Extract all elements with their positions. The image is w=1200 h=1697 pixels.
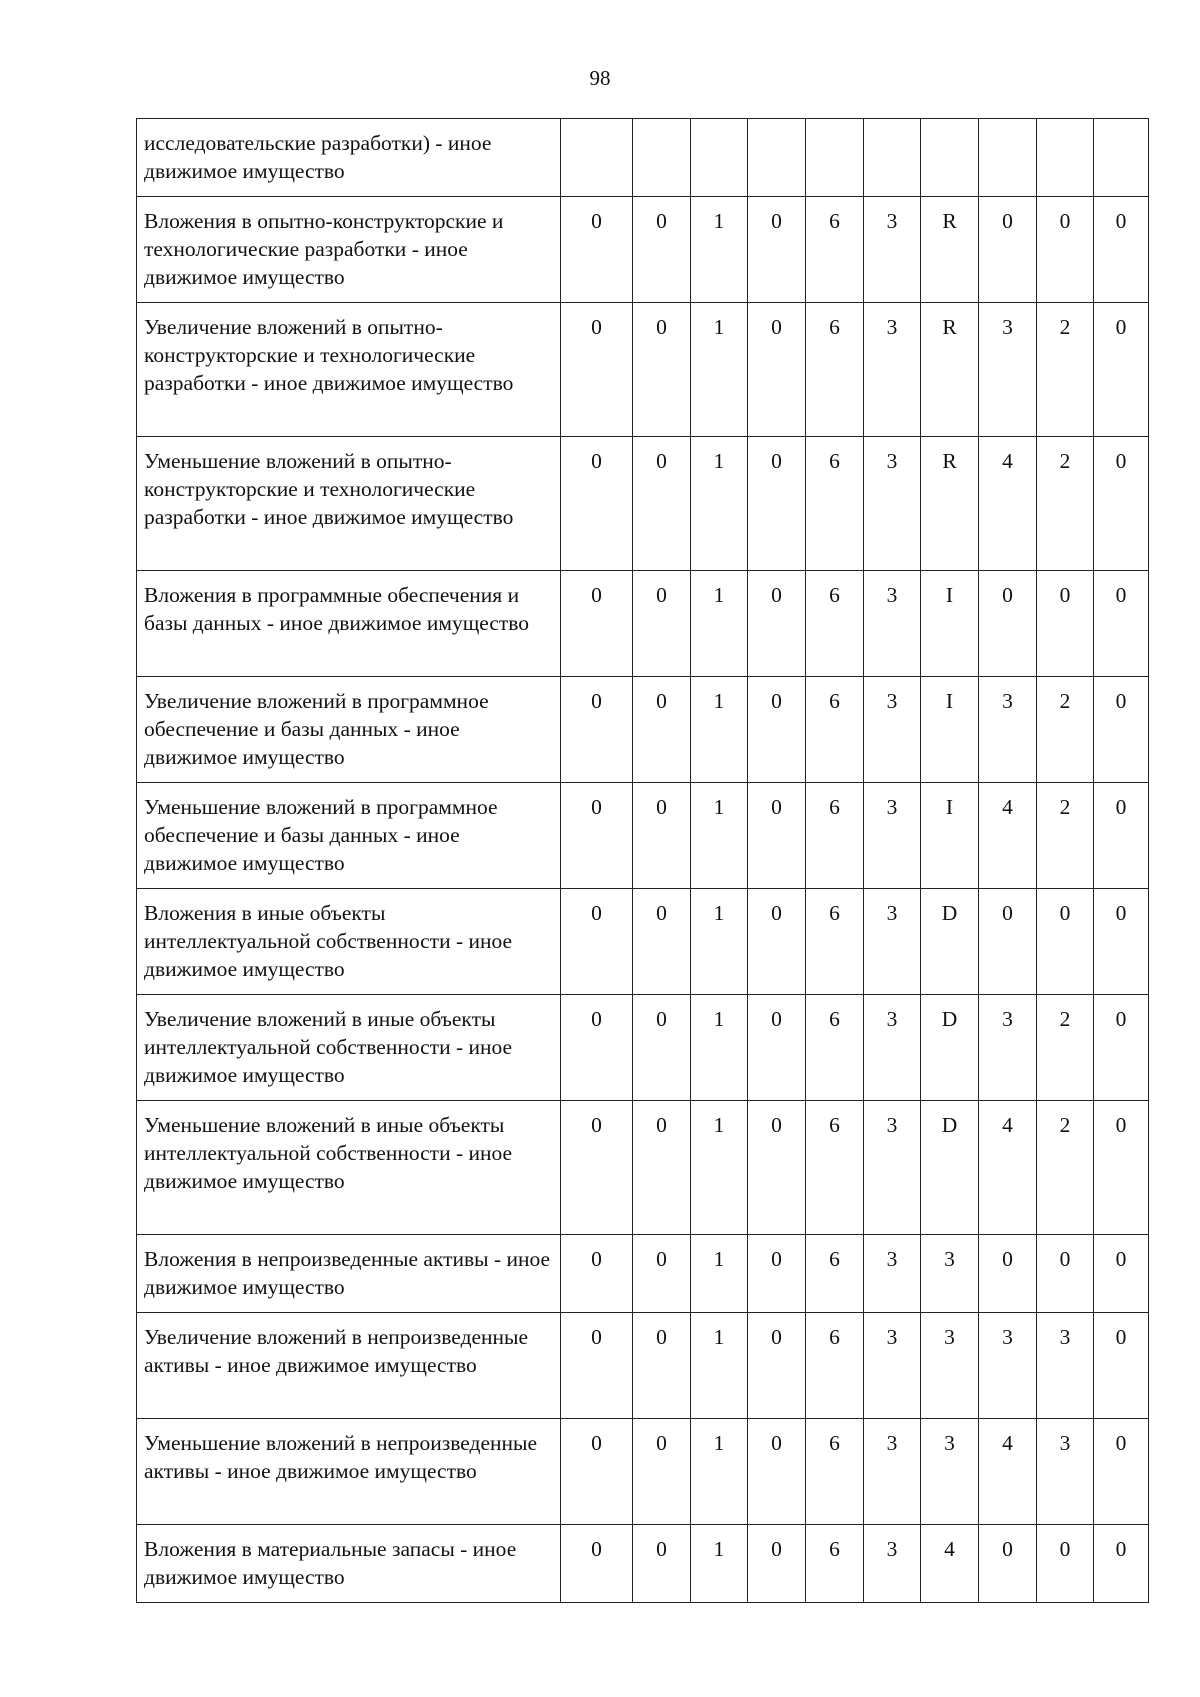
table-row: [137, 303, 1149, 437]
code-digit-cell: 0: [1094, 1101, 1149, 1235]
code-digit-cell: 0: [748, 1235, 806, 1313]
code-digit-cell: 0: [633, 197, 691, 303]
code-digit-cell: 0: [1037, 889, 1094, 995]
code-digit-cell: 3: [921, 1419, 979, 1525]
code-digit-cell: D: [921, 1101, 979, 1235]
code-digit-cell: 3: [979, 995, 1037, 1101]
code-digit-cell: 0: [561, 1235, 633, 1313]
code-digit-cell: 3: [1037, 1419, 1094, 1525]
table-row: [137, 1101, 1149, 1235]
row-description: Вложения в иные объекты интеллектуальной собственности - иное движимое имущество: [137, 889, 561, 995]
code-digit-cell: 1: [691, 677, 748, 783]
code-digit-cell: 6: [806, 783, 864, 889]
code-digit-cell: 6: [806, 1101, 864, 1235]
code-digit-cell: I: [921, 783, 979, 889]
code-digit-cell: R: [921, 303, 979, 437]
code-digit-cell: 3: [864, 677, 921, 783]
code-digit-cell: 2: [1037, 677, 1094, 783]
code-digit-cell: 0: [561, 437, 633, 571]
code-digit-cell: R: [921, 197, 979, 303]
code-digit-cell: 0: [748, 1419, 806, 1525]
code-digit-cell: 4: [979, 1101, 1037, 1235]
code-digit-cell: 0: [633, 437, 691, 571]
code-digit-cell: 0: [561, 1525, 633, 1603]
code-digit-cell: 3: [864, 303, 921, 437]
code-digit-cell: 2: [1037, 437, 1094, 571]
code-digit-cell: [979, 119, 1037, 197]
code-digit-cell: 2: [1037, 303, 1094, 437]
code-digit-cell: 0: [1037, 1235, 1094, 1313]
code-digit-cell: 0: [1094, 437, 1149, 571]
table-row: [137, 783, 1149, 889]
code-digit-cell: 3: [864, 889, 921, 995]
code-digit-cell: 0: [1037, 197, 1094, 303]
code-digit-cell: 0: [633, 1313, 691, 1419]
code-digit-cell: 0: [1094, 1235, 1149, 1313]
row-description: Увеличение вложений в непроизведенные активы - иное движимое имущество: [137, 1313, 561, 1419]
row-description: исследовательские разработки) - иное движимое имущество: [137, 119, 561, 197]
code-digit-cell: 0: [748, 303, 806, 437]
code-digit-cell: 2: [1037, 995, 1094, 1101]
row-description: Уменьшение вложений в программное обеспечение и базы данных - иное движимое имущество: [137, 783, 561, 889]
code-digit-cell: 3: [864, 1419, 921, 1525]
code-digit-cell: 3: [864, 995, 921, 1101]
code-digit-cell: 0: [748, 677, 806, 783]
code-digit-cell: 0: [561, 197, 633, 303]
code-digit-cell: 0: [633, 1235, 691, 1313]
code-digit-cell: 0: [561, 303, 633, 437]
code-digit-cell: [864, 119, 921, 197]
code-digit-cell: D: [921, 995, 979, 1101]
code-digit-cell: 0: [748, 1313, 806, 1419]
code-digit-cell: 0: [748, 889, 806, 995]
code-digit-cell: [748, 119, 806, 197]
code-digit-cell: 0: [979, 197, 1037, 303]
code-digit-cell: [1094, 119, 1149, 197]
code-digit-cell: 1: [691, 1525, 748, 1603]
table-row: [137, 995, 1149, 1101]
code-digit-cell: 0: [979, 889, 1037, 995]
code-digit-cell: 0: [748, 571, 806, 677]
table-row: [137, 1235, 1149, 1313]
code-digit-cell: 6: [806, 995, 864, 1101]
code-digit-cell: 0: [633, 1101, 691, 1235]
table-row: [137, 889, 1149, 995]
code-digit-cell: 0: [1094, 1419, 1149, 1525]
code-digit-cell: [561, 119, 633, 197]
code-digit-cell: 0: [748, 197, 806, 303]
code-digit-cell: 0: [979, 1525, 1037, 1603]
code-digit-cell: 0: [1094, 889, 1149, 995]
code-digit-cell: 1: [691, 1101, 748, 1235]
code-digit-cell: 3: [864, 783, 921, 889]
code-digit-cell: 6: [806, 571, 864, 677]
code-digit-cell: 1: [691, 197, 748, 303]
code-digit-cell: 0: [633, 1525, 691, 1603]
code-digit-cell: 0: [1094, 1313, 1149, 1419]
code-digit-cell: 3: [864, 1235, 921, 1313]
code-digit-cell: 0: [561, 1313, 633, 1419]
code-digit-cell: 0: [979, 1235, 1037, 1313]
row-description: Увеличение вложений в иные объекты интеллектуальной собственности - иное движимое имущество: [137, 995, 561, 1101]
code-digit-cell: 0: [748, 995, 806, 1101]
code-digit-cell: 4: [979, 1419, 1037, 1525]
code-digit-cell: 6: [806, 1235, 864, 1313]
table-row: [137, 197, 1149, 303]
row-description: Уменьшение вложений в иные объекты интеллектуальной собственности - иное движимое имущество: [137, 1101, 561, 1235]
code-digit-cell: 4: [921, 1525, 979, 1603]
code-digit-cell: 3: [979, 303, 1037, 437]
table-row: [137, 119, 1149, 197]
code-digit-cell: 2: [1037, 1101, 1094, 1235]
code-digit-cell: 3: [864, 1313, 921, 1419]
code-digit-cell: D: [921, 889, 979, 995]
code-digit-cell: 3: [864, 1101, 921, 1235]
code-digit-cell: 1: [691, 571, 748, 677]
code-digit-cell: 0: [1094, 783, 1149, 889]
code-digit-cell: 3: [1037, 1313, 1094, 1419]
code-digit-cell: 0: [633, 1419, 691, 1525]
code-digit-cell: 0: [633, 677, 691, 783]
code-digit-cell: I: [921, 677, 979, 783]
code-digit-cell: 0: [561, 995, 633, 1101]
table-row: [137, 1313, 1149, 1419]
row-description: Вложения в программные обеспечения и базы данных - иное движимое имущество: [137, 571, 561, 677]
row-description: Вложения в опытно-конструкторские и технологические разработки - иное движимое имущество: [137, 197, 561, 303]
table-row: [137, 437, 1149, 571]
code-digit-cell: 1: [691, 1419, 748, 1525]
code-digit-cell: 0: [748, 437, 806, 571]
code-digit-cell: 0: [1094, 1525, 1149, 1603]
code-digit-cell: 3: [864, 437, 921, 571]
code-digit-cell: 0: [561, 677, 633, 783]
code-digit-cell: 6: [806, 677, 864, 783]
code-digit-cell: 4: [979, 783, 1037, 889]
code-digit-cell: 1: [691, 995, 748, 1101]
code-digit-cell: I: [921, 571, 979, 677]
code-digit-cell: 3: [921, 1313, 979, 1419]
code-digit-cell: 0: [633, 783, 691, 889]
account-code-table: [136, 118, 1149, 1603]
code-digit-cell: 0: [561, 1419, 633, 1525]
code-digit-cell: 0: [748, 1101, 806, 1235]
code-digit-cell: 0: [748, 783, 806, 889]
code-digit-cell: 0: [561, 571, 633, 677]
code-digit-cell: [921, 119, 979, 197]
code-digit-cell: 0: [1094, 995, 1149, 1101]
code-digit-cell: 3: [864, 1525, 921, 1603]
code-digit-cell: 6: [806, 1525, 864, 1603]
code-digit-cell: 2: [1037, 783, 1094, 889]
code-digit-cell: 0: [561, 1101, 633, 1235]
code-digit-cell: 0: [633, 303, 691, 437]
code-digit-cell: 0: [561, 889, 633, 995]
code-digit-cell: 0: [1094, 303, 1149, 437]
code-digit-cell: 0: [1094, 197, 1149, 303]
code-digit-cell: 3: [979, 677, 1037, 783]
code-digit-cell: 0: [748, 1525, 806, 1603]
code-digit-cell: [691, 119, 748, 197]
code-digit-cell: [806, 119, 864, 197]
code-digit-cell: 1: [691, 783, 748, 889]
code-digit-cell: 6: [806, 437, 864, 571]
page-number: 98: [589, 66, 611, 90]
code-digit-cell: 4: [979, 437, 1037, 571]
row-description: Уменьшение вложений в непроизведенные активы - иное движимое имущество: [137, 1419, 561, 1525]
table-row: [137, 571, 1149, 677]
code-digit-cell: 6: [806, 889, 864, 995]
code-digit-cell: 6: [806, 303, 864, 437]
code-digit-cell: 0: [1094, 571, 1149, 677]
row-description: Увеличение вложений в программное обеспечение и базы данных - иное движимое имущество: [137, 677, 561, 783]
row-description: Уменьшение вложений в опытно-конструкторские и технологические разработки - иное движимое имущество: [137, 437, 561, 571]
code-digit-cell: 3: [921, 1235, 979, 1313]
code-digit-cell: 3: [864, 197, 921, 303]
table-row: [137, 1419, 1149, 1525]
code-digit-cell: 0: [1037, 571, 1094, 677]
code-digit-cell: 1: [691, 1313, 748, 1419]
code-digit-cell: 1: [691, 437, 748, 571]
code-digit-cell: 6: [806, 1419, 864, 1525]
code-digit-cell: 0: [633, 889, 691, 995]
code-digit-cell: 1: [691, 303, 748, 437]
code-digit-cell: 6: [806, 197, 864, 303]
row-description: Увеличение вложений в опытно-конструкторские и технологические разработки - иное движимое имущество: [137, 303, 561, 437]
row-description: Вложения в непроизведенные активы - иное движимое имущество: [137, 1235, 561, 1313]
code-digit-cell: 0: [979, 571, 1037, 677]
code-digit-cell: 0: [1037, 1525, 1094, 1603]
code-digit-cell: 3: [979, 1313, 1037, 1419]
code-digit-cell: R: [921, 437, 979, 571]
code-digit-cell: 0: [1094, 677, 1149, 783]
code-digit-cell: 6: [806, 1313, 864, 1419]
code-digit-cell: 0: [561, 783, 633, 889]
code-digit-cell: 3: [864, 571, 921, 677]
row-description: Вложения в материальные запасы - иное движимое имущество: [137, 1525, 561, 1603]
table-row: [137, 1525, 1149, 1603]
code-digit-cell: [633, 119, 691, 197]
code-digit-cell: 1: [691, 889, 748, 995]
code-digit-cell: 0: [633, 571, 691, 677]
code-digit-cell: [1037, 119, 1094, 197]
code-digit-cell: 0: [633, 995, 691, 1101]
table-row: [137, 677, 1149, 783]
code-digit-cell: 1: [691, 1235, 748, 1313]
